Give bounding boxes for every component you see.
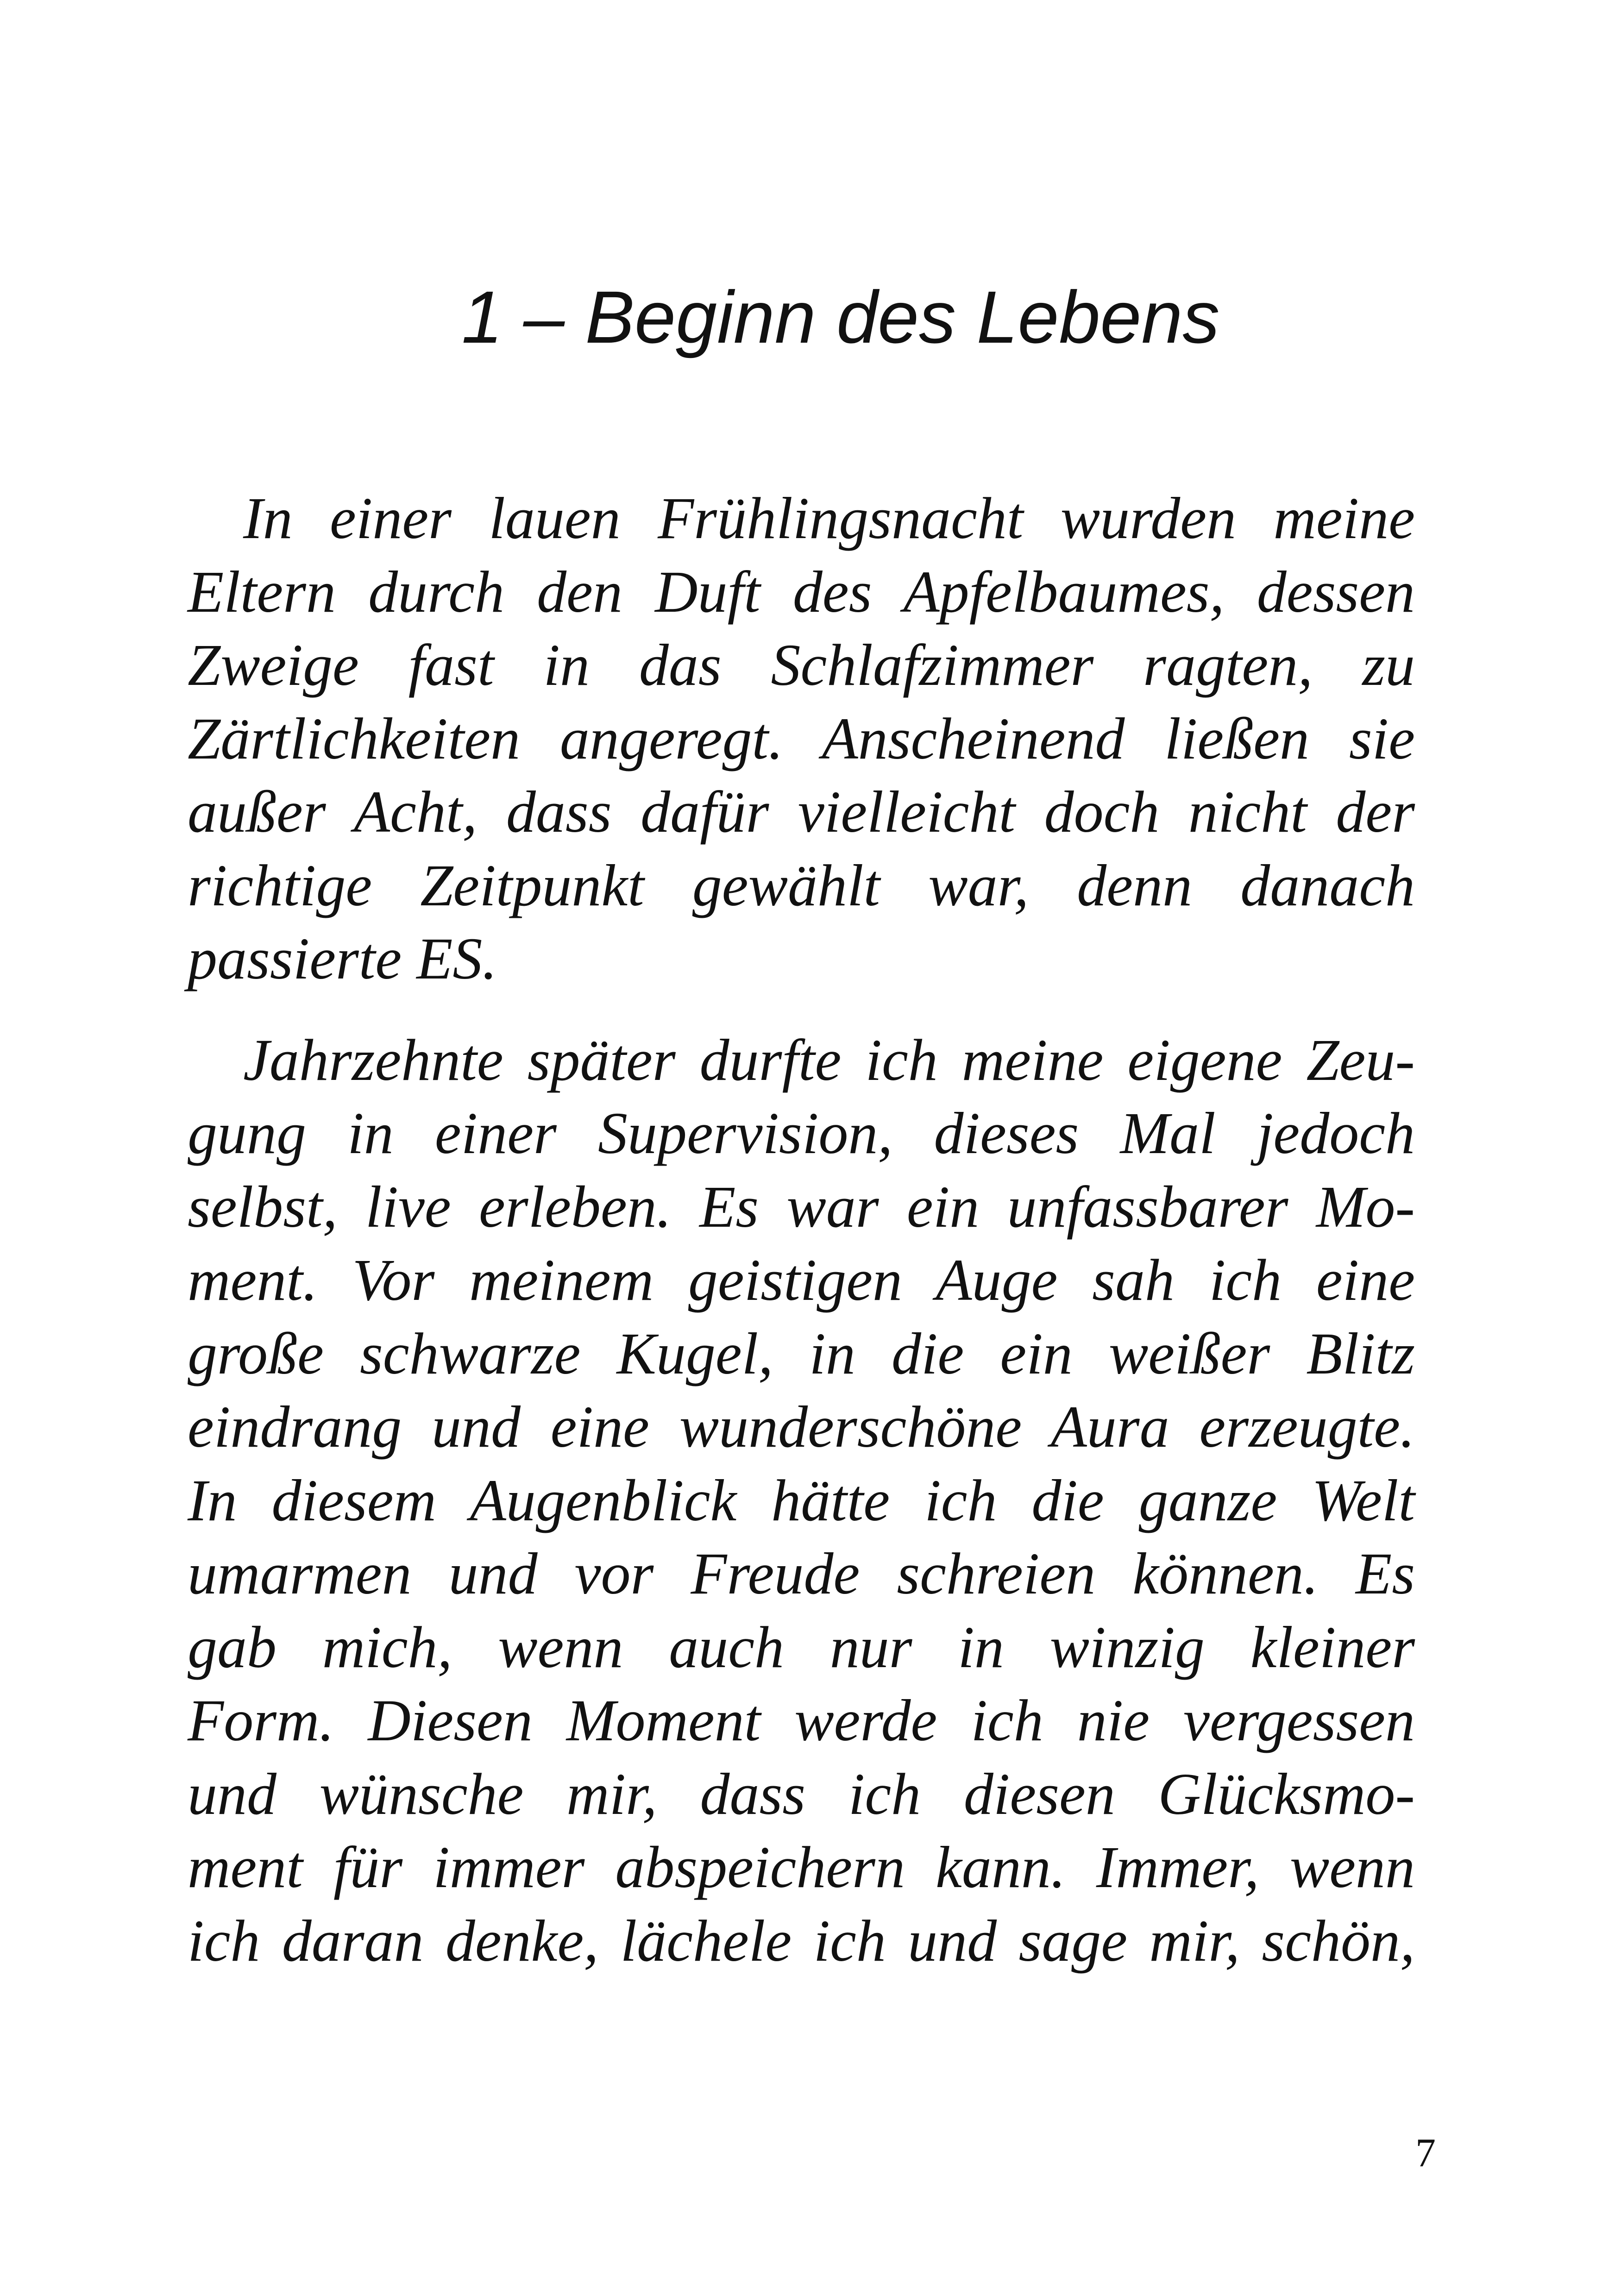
body-text (188, 482, 1415, 1977)
text-line: In einer lauen Frühlingsnacht wurden meine (243, 485, 1415, 551)
text-line: Jahrzehnte später durfte ich meine eigene Zeu- (243, 1027, 1415, 1093)
text-line: gab mich, wenn auch nur in winzig kleiner (188, 1614, 1415, 1680)
page-number: 7 (1415, 2131, 1436, 2176)
text-line: Eltern durch den Duft des Apfelbaumes, dessen (188, 558, 1415, 625)
text-line: große schwarze Kugel, in die ein weißer Blitz (188, 1320, 1415, 1386)
text-line: ment für immer abspeichern kann. Immer, wenn (188, 1834, 1415, 1900)
text-line: passierte ES. (188, 926, 497, 991)
text-line: und wünsche mir, dass ich diesen Glücksmo- (188, 1761, 1415, 1827)
text-line: umarmen und vor Freude schreien können. Es (188, 1541, 1415, 1606)
text-line: gung in einer Supervision, dieses Mal jedoch (188, 1100, 1415, 1166)
chapter-title: 1 – Beginn des Lebens (461, 276, 1220, 358)
paragraph-gap (188, 996, 1415, 1023)
text-line: selbst, live erleben. Es war ein unfassbarer Mo- (188, 1173, 1415, 1240)
text-line: richtige Zeitpunkt gewählt war, denn danach (188, 852, 1415, 918)
text-line: Zärtlichkeiten angeregt. Anscheinend ließen sie (188, 705, 1415, 772)
text-line: ich daran denke, lächele ich und sage mir, schön, (188, 1907, 1415, 1974)
text-line: Form. Diesen Moment werde ich nie vergessen (188, 1687, 1415, 1753)
text-line: Zweige fast in das Schlafzimmer ragten, zu (188, 632, 1415, 698)
text-line: In diesem Augenblick hätte ich die ganze Welt (188, 1467, 1415, 1533)
text-line: eindrang und eine wunderschöne Aura erzeugte. (188, 1394, 1415, 1460)
text-line: außer Acht, dass dafür vielleicht doch nicht der (188, 779, 1415, 845)
text-line: ment. Vor meinem geistigen Auge sah ich eine (188, 1247, 1415, 1313)
